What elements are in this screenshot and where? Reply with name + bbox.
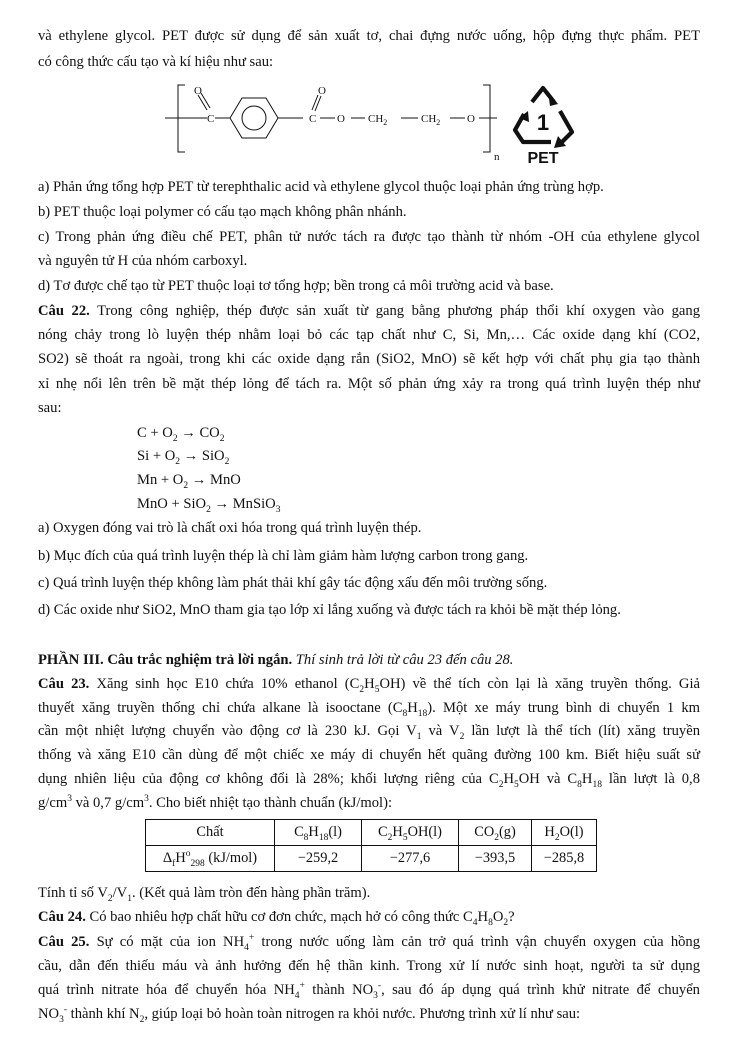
q22-option-c: c) Quá trình luyện thép không làm phát thải khí gây tác động xấu đến môi trường sống.: [38, 575, 548, 591]
q24-label: Câu 24.: [38, 909, 86, 925]
q25-line-3: quá trình nitrate hóa để chuyển hóa $NH_4^+$ thành $NO_3^-$, sau đó áp dụng quá trình khử nitrate để chuyển: [38, 981, 700, 1001]
table-row: [146, 846, 597, 872]
q23-label: Câu 23.: [38, 676, 90, 692]
table-header-row: [146, 820, 597, 846]
q23-line-2: thuyết xăng truyền thống chỉ chứa alkane là isooctane $(C_8H_{18})$. Một xe máy trung bình di chuyển 1 km: [38, 700, 701, 719]
table-cell: −285,8: [532, 846, 597, 872]
q22-line-2: nóng chảy trong lò luyện thép nhằm loại bỏ các tạp chất như C, Si, Mn,… Các oxide dạng khí (CO2,: [38, 327, 700, 343]
ester-o: O: [337, 113, 345, 125]
table-header-cell: $C_8H_{18}(l)$: [275, 820, 362, 846]
carbonyl-c-right: C: [309, 113, 317, 125]
q21-option-b: b) PET thuộc loại polymer có cấu tạo mạch không phân nhánh.: [38, 204, 407, 220]
carbonyl-o-left: O: [194, 85, 202, 97]
part3-heading: [38, 651, 700, 669]
recycle-label: PET: [527, 150, 559, 166]
q24-line: Câu 24. Có bao nhiêu hợp chất hữu cơ đơn chức, mạch hở có công thức $C_4H_8O_2$?: [38, 909, 515, 928]
part3-note: Thí sinh trả lời từ câu 23 đến câu 28.: [292, 652, 514, 668]
q23-line-4: thống và xăng E10 cần dùng để một chiếc xe máy di chuyển hết quãng đường 100 km. Biết hiệu suất sử: [38, 747, 700, 763]
table-cell: −259,2: [275, 846, 362, 872]
ch2-second: $CH_2$: [421, 113, 441, 127]
q22-equation-1: $C + O_2 \to CO_2$: [137, 425, 225, 444]
table-header-cell: $C_2H_5OH(l)$: [362, 820, 459, 846]
recycle-icon: [508, 84, 578, 166]
table-header-label: Chất: [146, 820, 275, 846]
q22-equation-3: $Mn + O_2$ → MnO: [137, 472, 241, 491]
q22-option-d: d) Các oxide như SiO2, MnO tham gia tạo lớp xỉ lắng xuống và được tách ra khỏi bề mặt thép lỏng.: [38, 602, 621, 618]
repeat-n: n: [494, 151, 500, 163]
part3-title: PHẦN III. Câu trắc nghiệm trả lời ngắn.: [38, 652, 293, 668]
q25-line-4: $NO_3^-$ thành khí $N_2$, giúp loại bỏ hoàn toàn nitrogen ra khỏi nước. Phương trình xử lí như sau:: [38, 1005, 581, 1025]
q21-option-a: a) Phản ứng tổng hợp PET từ terephthalic acid và ethylene glycol thuộc loại phản ứng trùng hợp.: [38, 179, 604, 195]
q21-option-c-line2: và nguyên tử H của nhóm carboxyl.: [38, 253, 248, 269]
q22-label: Câu 22.: [38, 303, 90, 319]
q23-line-1: Câu 23. Xăng sinh học E10 chứa 10% ethanol $(C_2H_5OH)$ về thể tích còn lại là xăng truyền thống. Giả: [38, 676, 701, 695]
q23-question: Tính tỉ số $V_2/V_1$. (Kết quả làm tròn đến hàng phần trăm).: [38, 885, 371, 904]
q25-line-2: cầu, dẫn đến thiếu máu và ảnh hưởng đến hệ thần kinh. Trong xử lí nước sinh hoạt, người ta sử dụng: [38, 958, 700, 974]
carbonyl-c-left: C: [207, 113, 215, 125]
enthalpy-table: [145, 819, 597, 872]
q22-line-5: sau:: [38, 400, 62, 416]
table-header-cell: $CO_2(g)$: [459, 820, 532, 846]
table-cell: −277,6: [362, 846, 459, 872]
q22-line-4: xỉ nhẹ nổi lên trên bề mặt thép lỏng để tách ra. Một số phản ứng xảy ra trong quá trình luyện thép như: [38, 376, 700, 392]
table-header-cell: $H_2O(l)$: [532, 820, 597, 846]
q23-line-3: cần một nhiệt lượng chuyển vào động cơ là 230 kJ. Gọi $V_1$ và $V_2$ lần lượt là thể tích (lít) xăng truyền: [38, 723, 700, 742]
q22-line-1: Câu 22. Trong công nghiệp, thép được sản xuất từ gang bằng phương pháp thổi khí oxygen vào gang: [38, 303, 701, 319]
q25-label: Câu 25.: [38, 934, 90, 950]
intro-line-2: có công thức cấu tạo và kí hiệu như sau:: [38, 54, 274, 70]
q25-line-1: Câu 25. Sự có mặt của ion $NH_4^+$ trong nước uống làm cản trở quá trình vận chuyển oxygen của hồng: [38, 933, 701, 953]
q22-equation-4: MnO + SiO$_2$ → MnSiO$_3$: [137, 496, 281, 515]
q23-line-6: $g/cm^3$ và 0,7 $g/cm^3$. Cho biết nhiệt tạo thành chuẩn (kJ/mol):: [38, 794, 393, 811]
q22-option-b: b) Mục đích của quá trình luyện thép là chỉ làm giảm hàm lượng carbon trong gang.: [38, 548, 529, 564]
q22-option-a: a) Oxygen đóng vai trò là chất oxi hóa trong quá trình luyện thép.: [38, 520, 422, 536]
recycle-number: 1: [536, 110, 550, 135]
ether-o: O: [467, 113, 475, 125]
q21-option-d: d) Tơ được chế tạo từ PET thuộc loại tơ tổng hợp; bền trong cả môi trường acid và base.: [38, 278, 554, 294]
table-cell: −393,5: [459, 846, 532, 872]
table-row-label: $\Delta_fH^o_{298}$ (kJ/mol): [146, 846, 275, 872]
q22-line-3: SO2) sẽ thoát ra ngoài, trong khi các oxide dạng rắn (SiO2, MnO) sẽ kết hợp với chất phụ gia tạo thành: [38, 351, 700, 367]
ch2-first: $CH_2$: [368, 113, 388, 127]
intro-line-1: và ethylene glycol. PET được sử dụng để sản xuất tơ, chai đựng nước uống, hộp đựng thực phẩm. PET: [38, 28, 700, 44]
carbonyl-o-right: O: [318, 85, 326, 97]
q22-equation-2: $Si + O_2 \to SiO_2$: [137, 448, 230, 467]
q21-option-c-line1: c) Trong phản ứng điều chế PET, phân tử nước tách ra được tạo thành từ nhóm -OH của ethylene glycol: [38, 229, 700, 245]
q23-line-5: dụng nhiên liệu của động cơ không đổi là 28%; khối lượng riêng của $C_2H_5OH$ và $C_8H_{18}$ lần lượt là 0,8: [38, 771, 700, 790]
